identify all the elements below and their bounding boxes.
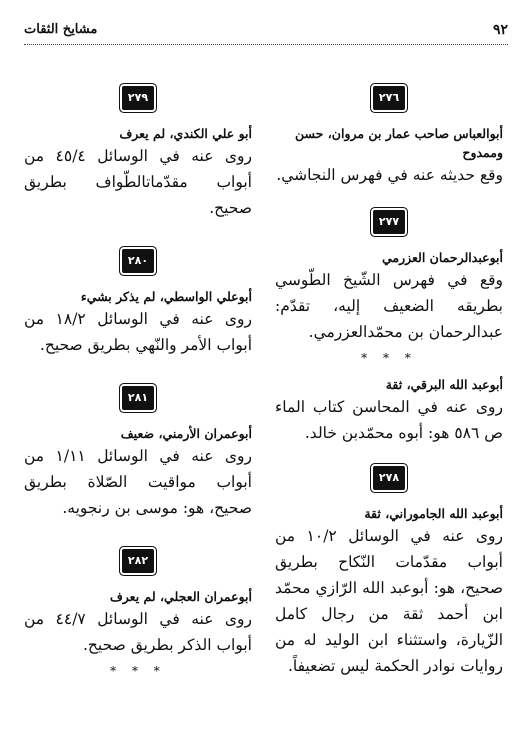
running-title: مشايخ الثقات [24,22,98,37]
entry-text: روى عنه في الوسائل ٤٤/٧ من أبواب الذكر بطريق صحيح. [24,610,252,654]
entry-text: روى عنه في الوسائل ٤٥/٤ من أبواب مقدّماتالطّواف بطريق صحيح. [24,147,252,217]
entry-number-badge: ٢٨٠ [122,249,154,273]
right-column [275,86,503,679]
entry-276 [275,86,503,188]
narrator-name: أبوعمران الأرمني، ضعيف [120,426,252,441]
section-separator: * * * [110,664,166,678]
entry-number-badge: ٢٧٦ [373,86,405,110]
entry-number-badge: ٢٧٩ [122,86,154,110]
entry-number-badge: ٢٧٨ [373,466,405,490]
narrator-name: أبو علي الكندي، لم يعرف [119,126,252,141]
section-separator: * * * [361,351,417,365]
narrator-name: أبوالعباس صاحب عمار بن مروان، حسن وممدوح [295,126,503,160]
entry-282 [24,549,252,658]
narrator-name: أبوعمران العجلي، لم يعرف [109,589,252,604]
entry-281 [24,386,252,521]
narrator-name: أبوعبد الله البرقي، ثقة [385,377,503,392]
entry-text: وقع في فهرس الشّيخ الطّوسي بطريقه الضعيف إليه، تقدّم: عبدالرحمان بن محمّدالعزرمي. [275,271,503,341]
entry-number-badge: ٢٨٢ [122,549,154,573]
narrator-name: أبوعلي الواسطي، لم يذكر بشيء [80,289,252,304]
entry-277 [275,210,503,345]
page-header [24,22,508,45]
entry-279 [24,86,252,221]
entry-280 [24,249,252,358]
page-number: ٩٢ [492,22,508,38]
entry-text: روى عنه في الوسائل ١٨/٢ من أبواب الأمر والنّهي بطريق صحيح. [24,310,252,354]
entry-barqi [275,375,503,446]
narrator-name: أبوعبدالرحمان العزرمي [381,250,503,265]
narrator-name: أبوعبد الله الجاموراني، ثقة [364,506,503,521]
left-column [24,86,252,688]
entry-number-badge: ٢٧٧ [373,210,405,234]
entry-text: روى عنه في الوسائل ١/١١ من أبواب مواقيت الصّلاة بطريق صحيح، هو: موسى بن رنجويه. [24,447,252,517]
entry-278 [275,466,503,679]
entry-text: وقع حديثه عنه في فهرس النجاشي. [276,166,503,184]
entry-number-badge: ٢٨١ [122,386,154,410]
entry-text: روى عنه في الوسائل ١٠/٢ من أبواب مقدّمات النّكاح بطريق صحيح، هو: أبوعبد الله الرّازي محمّد ابن أحمد ثقة من رجال كامل الزّيارة، واستثناء ابن الوليد له من روايات نوادر الحكمة ليس تضعيفاً. [275,527,503,675]
entry-text: روى عنه في المحاسن كتاب الماء ص ٥٨٦ هو: أبوه محمّدبن خالد. [275,398,503,442]
